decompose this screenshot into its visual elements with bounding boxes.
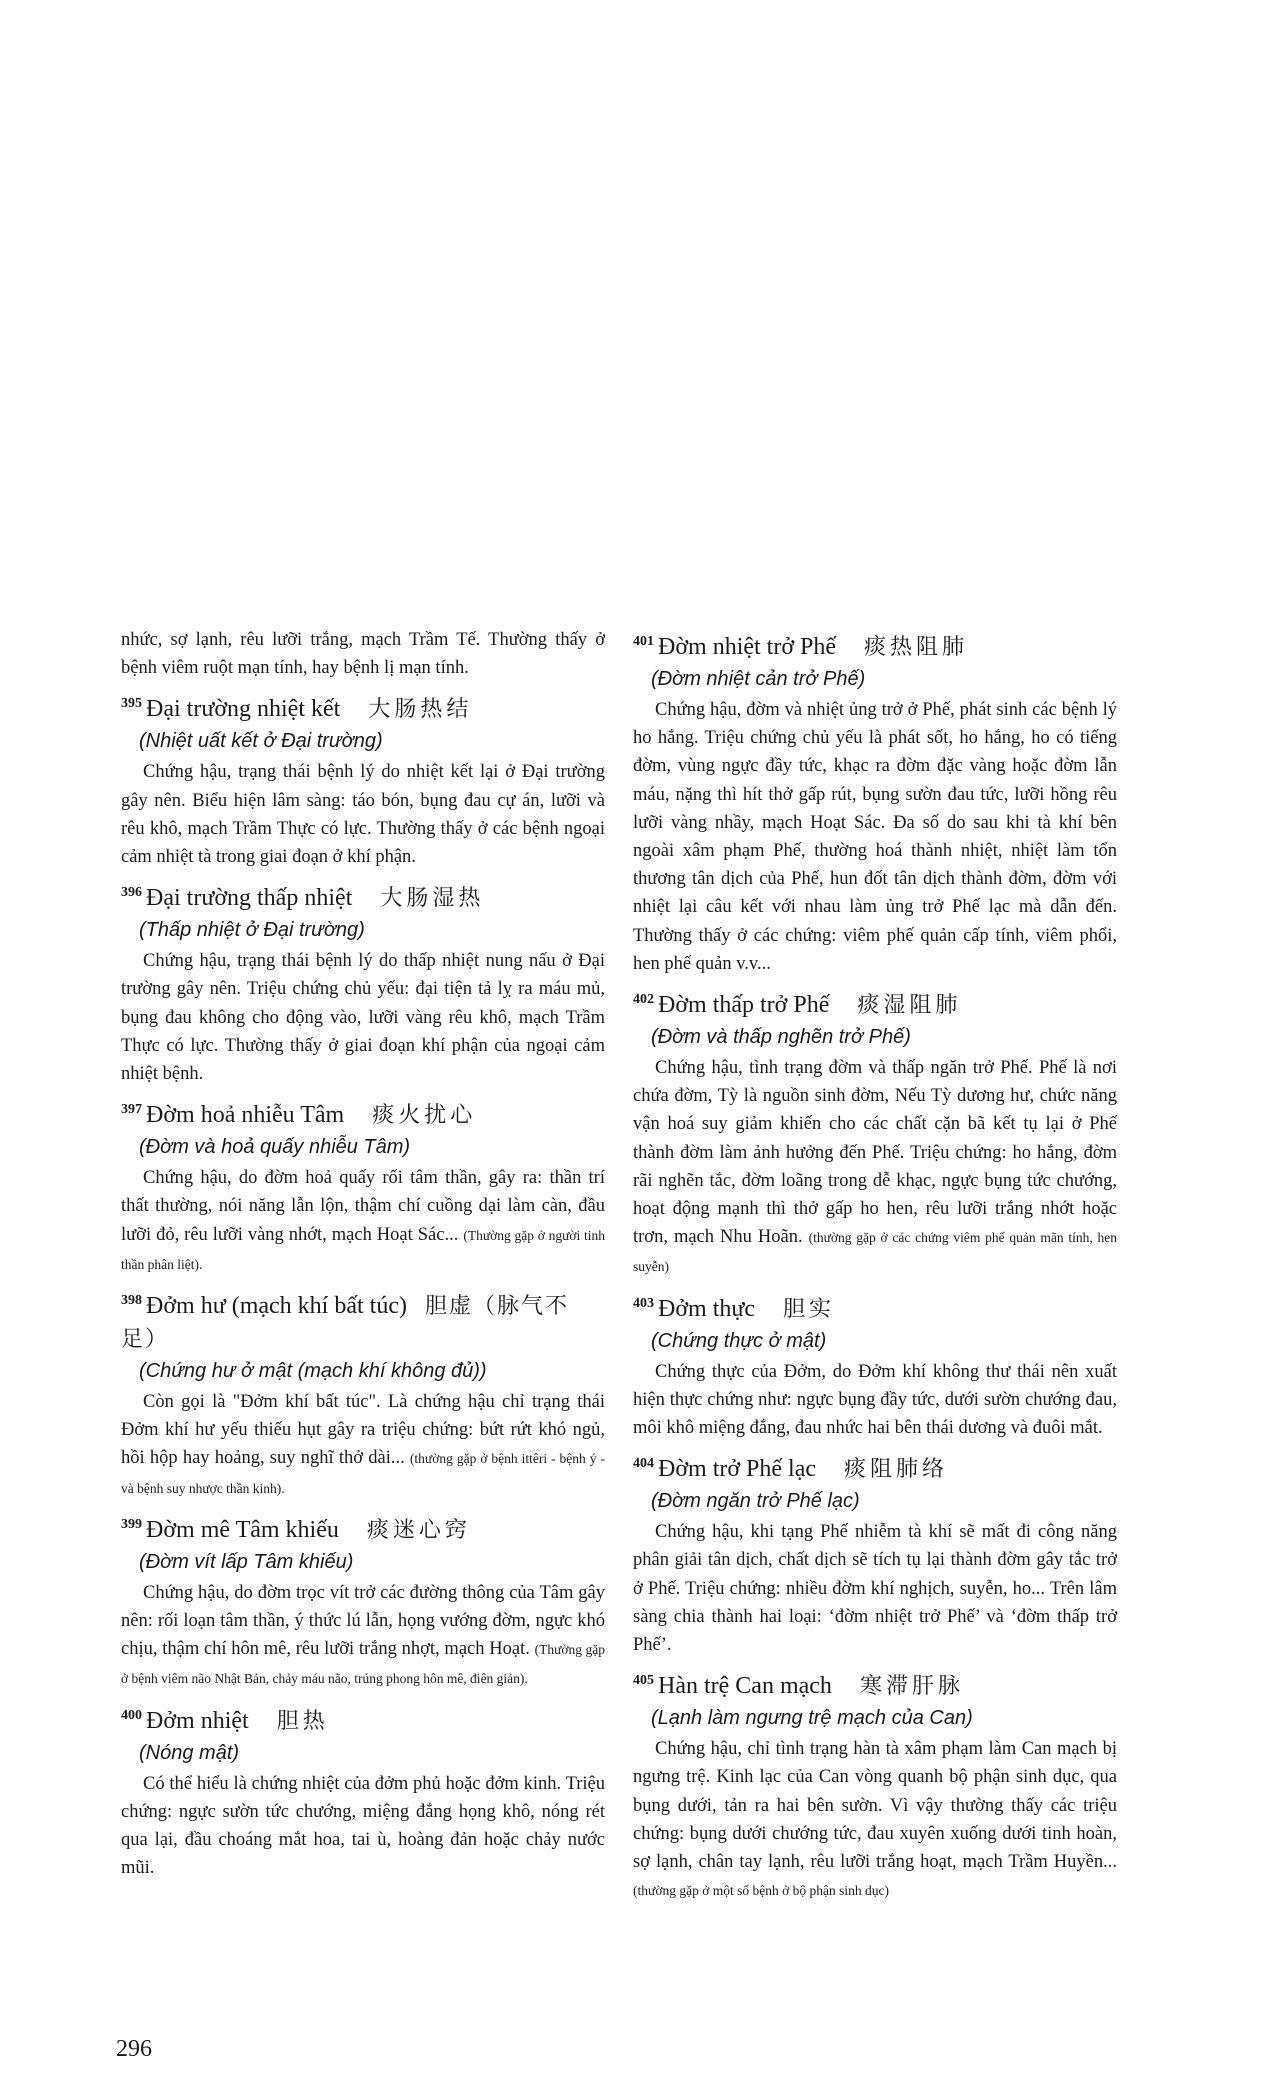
- entry-body-text: Chứng hậu, tình trạng đờm và thấp ngăn trở Phế. Phế là nơi chứa đờm, Tỳ là nguồn sinh đờm, Nếu Tỳ dương hư, chức năng vận hoá suy giảm khiến cho các chất cặn bã kết tụ lại ở Phế thành đờm làm ảnh hưởng đến Phế. Triệu chứng: ho hắng, đờm rãi nghẽn tắc, đờm loãng trong dễ khạc, ngực bụng tức chướng, hoạt động mạnh thì thở gấp ho hen, rêu lưỡi trắng nhớt hoặc trơn, mạch Nhu Hoãn.: [633, 1058, 1117, 1248]
- page-number: 296: [116, 2036, 152, 2062]
- entry-401: [633, 626, 1117, 978]
- lead-text: nhức, sợ lạnh, rêu lưỡi trắng, mạch Trầm Tế. Thường thấy ở bệnh viêm ruột mạn tính, hay bệnh lị mạn tính.: [121, 630, 605, 679]
- entry-number: 403: [633, 1295, 654, 1311]
- entry-chinese: 胆虚（脉气不足）: [121, 1294, 569, 1353]
- entry-title: Đởm nhiệt: [146, 1707, 249, 1734]
- entry-heading: [121, 688, 605, 726]
- entry-body-text: Chứng hậu, do đờm hoả quấy rối tâm thần, gây ra: thần trí thất thường, nói năng lẫn lộn, thậm chí cuồng dại làm càn, đầu lưỡi đỏ, rêu lưỡi vàng nhớt, mạch Hoạt Sác...: [121, 1168, 605, 1245]
- entry-chinese: 胆热: [276, 1708, 329, 1734]
- entry-405: [633, 1665, 1117, 1905]
- entry-chinese: 痰热阻肺: [864, 635, 969, 660]
- entry-body-text: Còn gọi là "Đởm khí bất túc". Là chứng hậu chỉ trạng thái Đởm khí hư yếu thiếu hụt gây ra triệu chứng: bứt rứt khó ngủ, hồi hộp hay hoảng, suy nghĩ thở dài...: [121, 1392, 605, 1469]
- entry-subtitle: (Thấp nhiệt ở Đại trường): [139, 919, 365, 942]
- entry-number: 396: [121, 885, 142, 901]
- entry-heading: [633, 1288, 1117, 1326]
- entry-body-text: Chứng hậu, trạng thái bệnh lý do nhiệt kết lại ở Đại trường gây nên. Biểu hiện lâm sàng: táo bón, bụng đau cự án, lưỡi và rêu khô, mạch Trầm Thực có lực. Thường thấy ở các bệnh ngoại cảm nhiệt tà trong giai đoạn ở khí phận.: [121, 762, 605, 868]
- entry-subtitle: (Lạnh làm ngưng trệ mạch của Can): [651, 1707, 973, 1730]
- entry-note: (Thường gặp ở bệnh viêm não Nhật Bản, chảy máu não, trúng phong hôn mê, điên giản).: [121, 1642, 606, 1687]
- entry-number: 401: [633, 634, 654, 649]
- entry-number: 402: [633, 992, 654, 1008]
- entry-chinese: 痰迷心窍: [366, 1517, 471, 1543]
- entry-397: [121, 1094, 605, 1279]
- entry-heading: [121, 1509, 605, 1547]
- entry-heading: [121, 877, 605, 915]
- entry-body: [633, 696, 1117, 978]
- entry-number: 395: [121, 696, 142, 712]
- entry-399: [121, 1509, 605, 1694]
- entry-note: (thường gặp ở bệnh ittêri - bệnh ý - và bệnh suy nhược thần kinh).: [121, 1451, 605, 1496]
- entry-subtitle: (Chứng hư ở mật (mạch khí không đủ)): [139, 1360, 487, 1383]
- entry-title: Đại trường thấp nhiệt: [146, 885, 353, 912]
- entry-heading: [121, 1285, 605, 1356]
- entry-title: Đại trường nhiệt kết: [146, 696, 341, 723]
- entry-subtitle: (Đờm ngăn trở Phế lạc): [651, 1490, 860, 1513]
- entry-title: Đởm thực: [658, 1295, 756, 1322]
- entry-body: [121, 1579, 605, 1694]
- right-column: [633, 626, 1117, 1906]
- entry-body-text: Có thể hiểu là chứng nhiệt của đởm phủ hoặc đởm kinh. Triệu chứng: ngực sườn tức chướng, miệng đắng họng khô, nóng rét qua lại, đầu choáng mắt hoa, tai ù, hoàng đản hoặc chảy nước mũi.: [121, 1773, 605, 1879]
- entry-subtitle: (Nhiệt uất kết ở Đại trường): [139, 730, 383, 753]
- entry-title: Hàn trệ Can mạch: [658, 1673, 832, 1700]
- entry-400: [121, 1700, 605, 1883]
- entry-number: 399: [121, 1516, 142, 1532]
- entry-body: [633, 1518, 1117, 1659]
- entry-body: [633, 1735, 1117, 1905]
- entry-title: Đờm thấp trở Phế: [658, 992, 830, 1019]
- entry-395: [121, 688, 605, 871]
- left-column: [121, 626, 605, 1882]
- entry-body-text: Chứng hậu, trạng thái bệnh lý do thấp nhiệt nung nấu ở Đại trường gây nên. Triệu chứng chủ yếu: đại tiện tả lỵ ra máu mủ, bụng đau không cho động vào, lưỡi vàng rêu khô, mạch Trầm Thực có lực. Thường thấy ở giai đoạn khí phận của ngoại cảm nhiệt bệnh.: [121, 951, 605, 1085]
- entry-body-text: Chứng hậu, do đờm trọc vít trở các đường thông của Tâm gây nên: rối loạn tâm thần, ý thức lú lẫn, họng vướng đờm, ngực khó chịu, thậm chí hôn mê, rêu lưỡi trắng nhợt, mạch Hoạt.: [121, 1582, 605, 1660]
- entry-body-text: Chứng hậu, đờm và nhiệt ủng trở ở Phế, phát sinh các bệnh lý ho hắng. Triệu chứng chủ yếu là phát sốt, ho hắng, ho có tiếng đờm, vùng ngực đầy tức, khạc ra đờm đặc vàng hoặc đờm lẫn máu, nặng thì hít thở gấp rút, bụng sườn đau tức, lưỡi hồng rêu lưỡi vàng nhầy, mạch Hoạt Sác. Đa số do sau khi tà khí bên ngoài xâm phạm Phế, thường hoá thành nhiệt, nhiệt làm tổn thương tân dịch của Phế, hun đốt tân dịch thành đờm, đờm với nhiệt lại câu kết với nhau làm ủng trở Phế lạc mà dẫn đến. Thường thấy ở các chứng: viêm phế quản cấp tính, viêm phổi, hen phế quản v.v...: [633, 700, 1117, 974]
- entry-396: [121, 877, 605, 1088]
- entry-chinese: 寒滞肝脉: [859, 1674, 964, 1700]
- entry-title: Đờm nhiệt trở Phế: [658, 634, 837, 660]
- entry-body-text: Chứng hậu, khi tạng Phế nhiễm tà khí sẽ mất đi công năng phân giải tân dịch, chất dịch sẽ tích tụ lại thành đờm gây tắc trở ở Phế. Triệu chứng: nhiều đờm khí nghịch, suyễn, ho... Trên lâm sàng chia thành hai loại: ‘đờm nhiệt trở Phế’ và ‘đờm thấp trở Phế’.: [633, 1522, 1117, 1656]
- entry-title: Đởm hư (mạch khí bất túc): [146, 1293, 407, 1320]
- entry-number: 405: [633, 1673, 654, 1689]
- entry-number: 397: [121, 1102, 142, 1118]
- entry-subtitle: (Đờm vít lấp Tâm khiếu): [139, 1550, 354, 1573]
- entry-title: Đờm trở Phế lạc: [658, 1456, 817, 1483]
- entry-note: (Thường gặp ở người tinh thần phân liệt).: [121, 1227, 606, 1272]
- entry-402: [633, 984, 1117, 1282]
- entry-body-text: Chứng hậu, chỉ tình trạng hàn tà xâm phạm làm Can mạch bị ngưng trệ. Kinh lạc của Can vòng quanh bộ phận sinh dục, qua bụng dưới, tản ra hai bên sườn. Vì vậy thường thấy các triệu chứng: bụng dưới chướng tức, đau xuyên xuống dưới tinh hoàn, sợ lạnh, chân tay lạnh, rêu lưỡi trắng hoạt, mạch Trầm Huyền...: [633, 1739, 1117, 1873]
- entry-body: [633, 1358, 1117, 1443]
- entry-chinese: 胆实: [783, 1296, 836, 1322]
- entry-404: [633, 1448, 1117, 1659]
- entry-398: [121, 1285, 605, 1503]
- entry-heading: [121, 1094, 605, 1132]
- entry-body: [121, 758, 605, 871]
- entry-subtitle: (Đờm và thấp nghẽn trở Phế): [651, 1026, 911, 1049]
- entry-heading: [121, 1700, 605, 1738]
- entry-heading: [633, 1665, 1117, 1703]
- entry-note: (thường gặp ở các chứng viêm phế quản mãn tính, hen suyễn): [633, 1230, 1118, 1275]
- entry-note: (thường gặp ở một số bệnh ở bộ phận sinh dục): [633, 1883, 889, 1899]
- entry-subtitle: (Chứng thực ở mật): [651, 1329, 827, 1352]
- entry-body: [121, 1770, 605, 1883]
- entry-body: [121, 947, 605, 1088]
- entry-body: [633, 1054, 1117, 1282]
- entry-chinese: 痰湿阻肺: [857, 993, 962, 1019]
- entry-chinese: 痰阻肺络: [844, 1457, 949, 1483]
- entry-number: 404: [633, 1456, 654, 1472]
- entry-body-text: Chứng thực của Đởm, do Đởm khí không thư thái nên xuất hiện thực chứng như: ngực bụng đầy tức, dưới sườn chướng đau, môi khô miệng đắng, đau nhức hai bên thái dương và đuôi mắt.: [633, 1361, 1117, 1439]
- entry-chinese: 大肠热结: [368, 697, 473, 723]
- entry-heading: [633, 984, 1117, 1022]
- entry-title: Đờm mê Tâm khiếu: [146, 1516, 339, 1543]
- entry-body: [121, 1388, 605, 1503]
- entry-subtitle: (Đờm nhiệt cản trở Phế): [651, 668, 866, 690]
- entry-body: [121, 1164, 605, 1279]
- entry-title: Đờm hoả nhiễu Tâm: [146, 1102, 345, 1129]
- entry-number: 400: [121, 1707, 142, 1723]
- entry-chinese: 大肠湿热: [380, 886, 485, 912]
- entry-subtitle: (Nóng mật): [139, 1741, 240, 1764]
- entry-number: 398: [121, 1293, 142, 1309]
- entry-403: [633, 1288, 1117, 1443]
- entry-chinese: 痰火扰心: [372, 1103, 477, 1129]
- entry-subtitle: (Đờm và hoả quấy nhiễu Tâm): [139, 1136, 411, 1159]
- entry-heading: [633, 626, 1117, 664]
- entry-heading: [633, 1448, 1117, 1486]
